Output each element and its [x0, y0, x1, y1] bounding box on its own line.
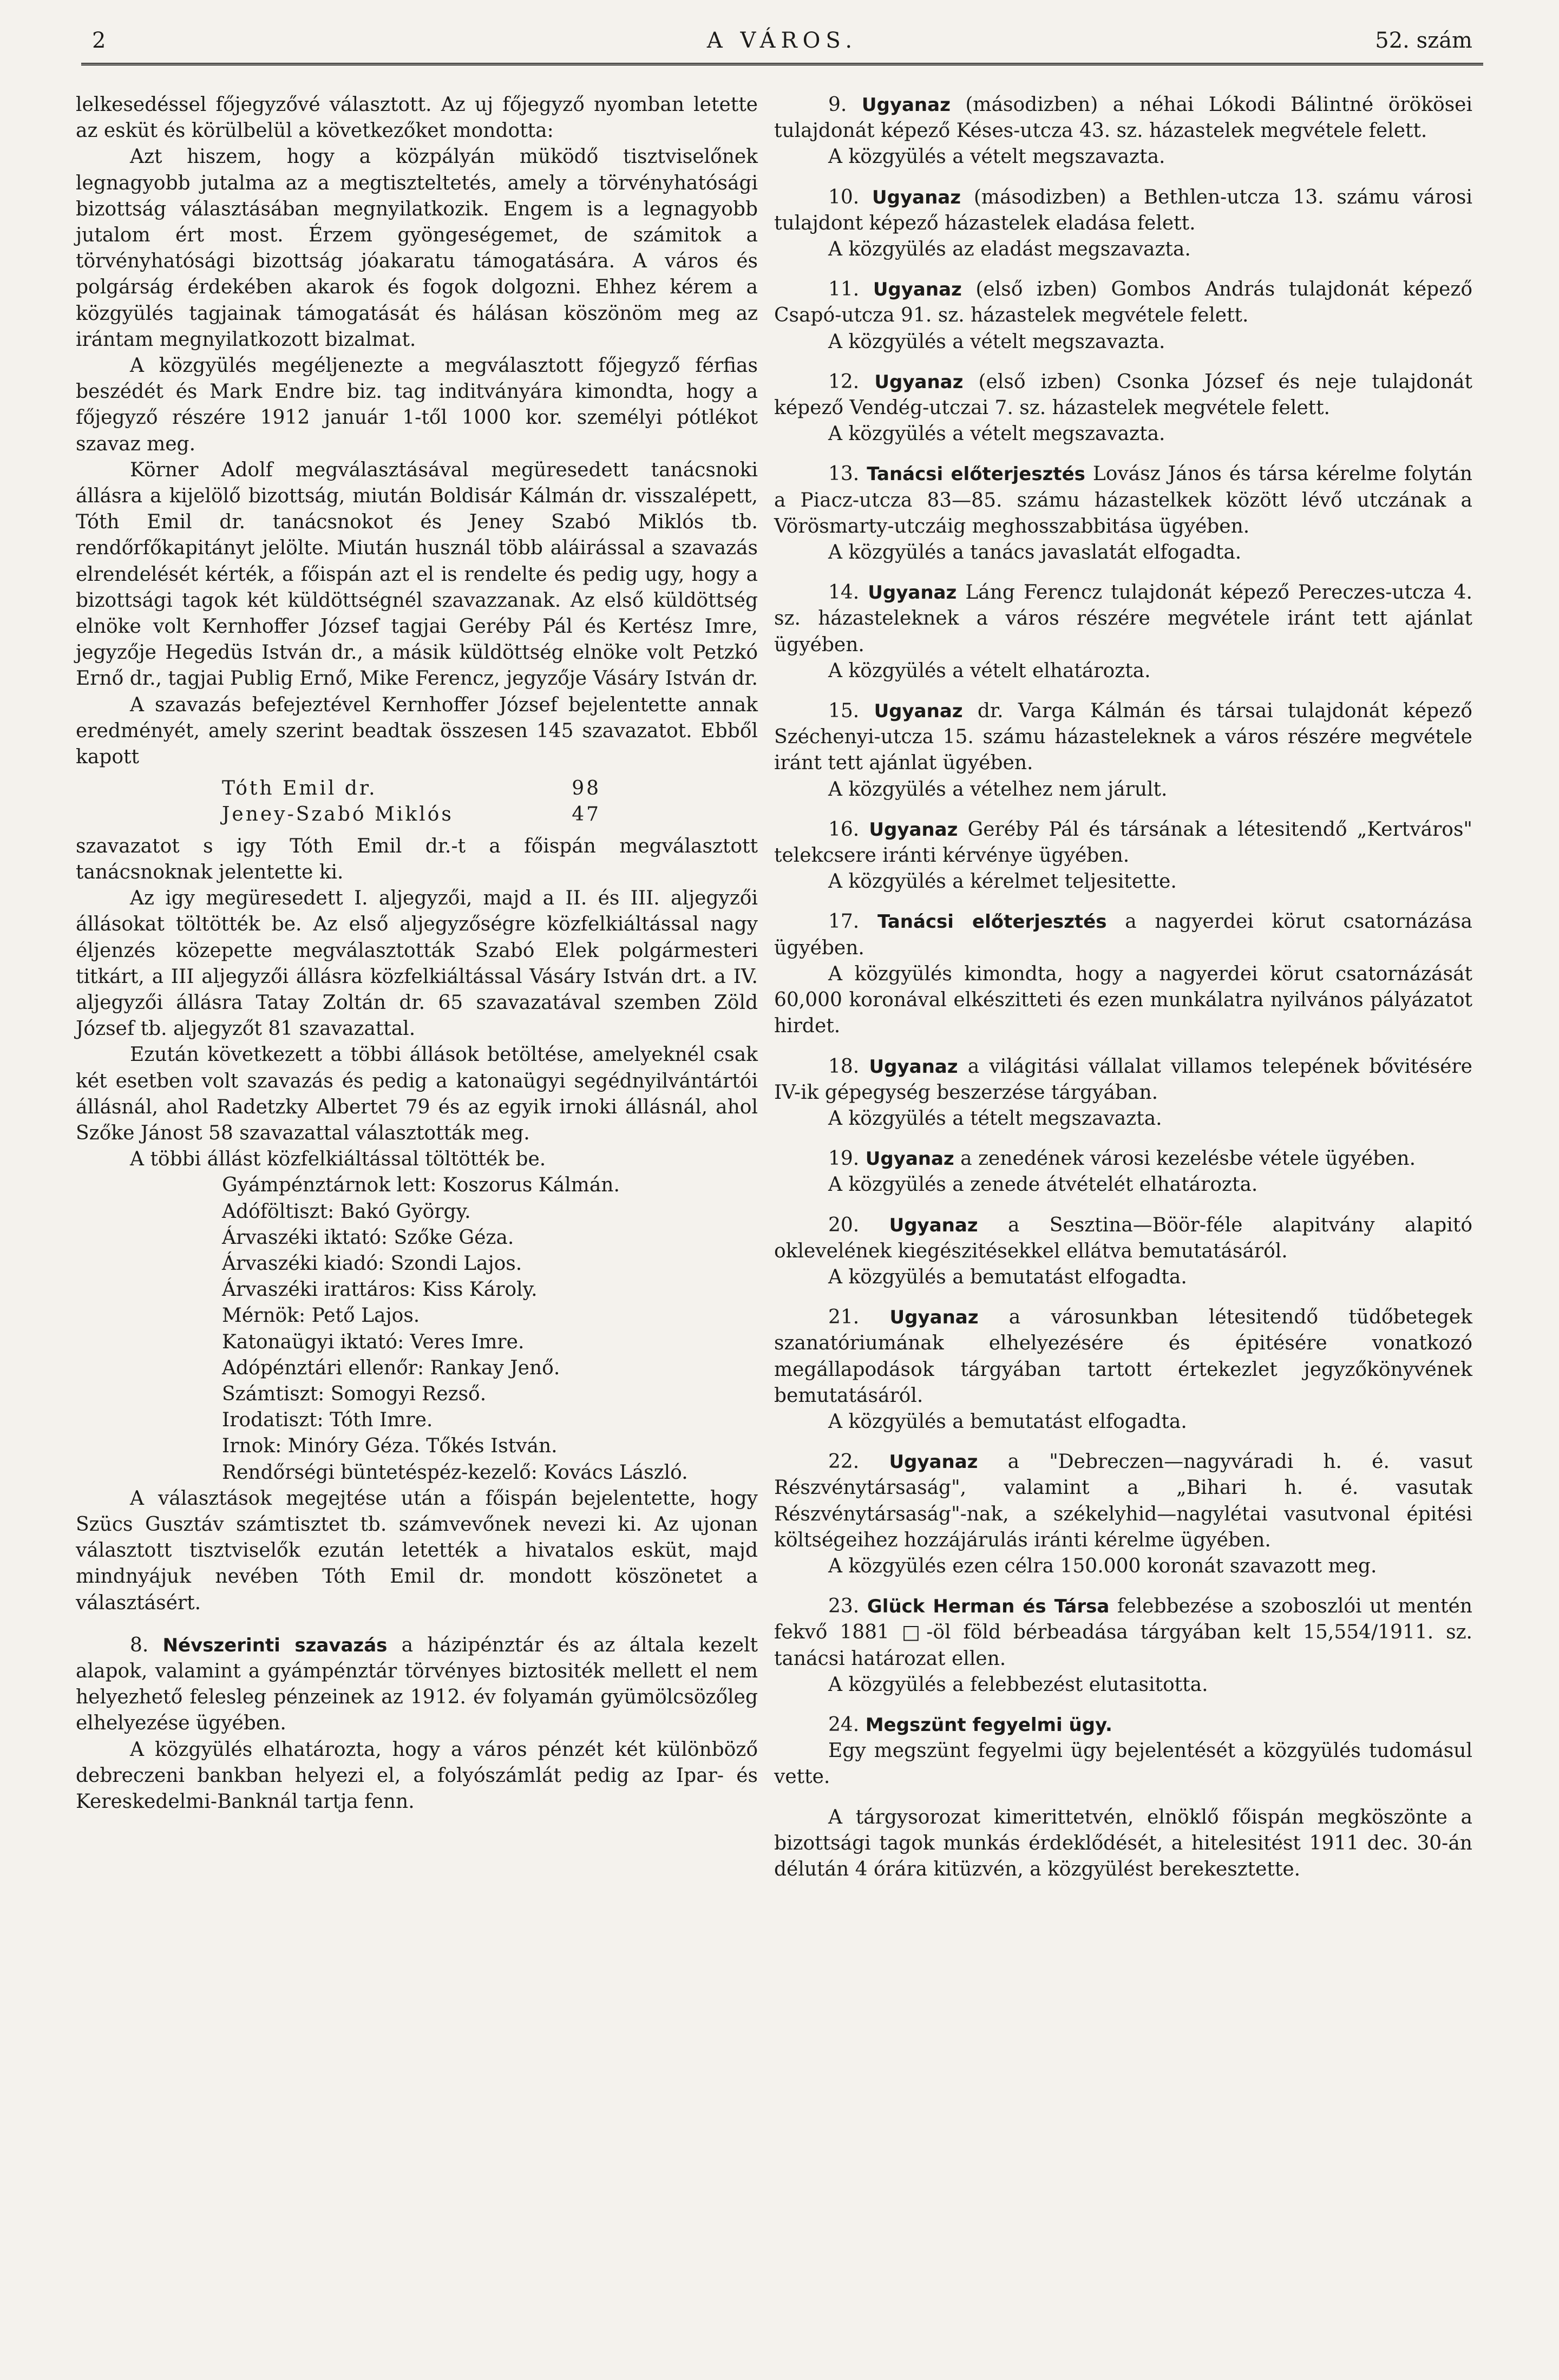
vote-row [222, 776, 601, 802]
item-result: A közgyülés a zenede átvételét elhatározta. [828, 1173, 1258, 1196]
item-number: 14. [828, 581, 860, 604]
item-number: 22. [828, 1451, 860, 1473]
item-heading: Ugyanaz [869, 1055, 958, 1078]
item-heading: Ugyanaz [874, 700, 963, 723]
item-text: dr. Varga Kálmán és társai tulajdonát képező Széchenyi-utcza 15. számu házasteleknek a város részére megvétele iránt tett ajánlat ügyében. [774, 700, 1472, 775]
item-result: A közgyülés elhatározta, hogy a város pénzét két különböző debreczeni bankban helyezi el, a folyószámlát pedig az Ipar- és Kereskedelmi-Banknál tartja fenn. [76, 1738, 758, 1813]
item-text: (másodizben) a Bethlen-utcza 13. számu városi tulajdont képező házastelek eladása felett. [774, 186, 1472, 234]
paragraph: A választások megejtése után a főispán bejelentette, hogy Szücs Gusztáv számtisztet tb. számvevőnek nevezi ki. Az ujonan választott tisztviselők ezután letették a hivatalos esküt, majd mindnyájuk nevében Tóth Emil dr. mondott köszönetet a választásért. [76, 1487, 758, 1614]
item-text: a városunkban létesitendő tüdőbetegek szanatóriumának elhelyezésére és épitésére vonatkozó megállapodások tárgyában tartott értekezlet jegyzőkönyvének bemutatásáról. [774, 1306, 1472, 1407]
closing-text: A tárgysorozat kimerittetvén, elnöklő főispán megköszönte a bizottsági tagok munkás érdeklődését, a hitelesitést 1911 dec. 30-án délután 4 órára kitüzvén, a közgyülést berekesztette. [774, 1806, 1472, 1880]
list-item: Gyámpénztárnok lett: Koszorus Kálmán. [222, 1174, 620, 1197]
list-item: Számtiszt: Somogyi Rezső. [222, 1382, 487, 1405]
item-number: 21. [828, 1306, 860, 1329]
paragraph: Körner Adolf megválasztásával megüresedett tanácsnoki állásra a kijelölő bizottság, miután Boldisár Kálmán dr. visszalépett, Tóth Emil dr. tanácsnokot és Jeney Szabó Miklós tb. rendőrfőkapitányt jelölte. Miután husznál több aláirással a szavazás elrendelését kérték, a főispán azt el is rendelte és pedig ugy, hogy a bizottsági tagok két küldöttségnél szavazzanak. Az első küldöttség elnöke volt Kernhoffer József tagjai Geréby Pál és Kertész Imre, jegyzője Hegedüs István dr., a másik küldöttség elnöke volt Petzkó Ernő dr., tagjai Publig Ernő, Mike Ferencz, jegyzője Vásáry István dr. [76, 458, 758, 690]
list-item: Árvaszéki irattáros: Kiss Károly. [222, 1278, 538, 1301]
list-item: Katonaügyi iktató: Veres Imre. [222, 1330, 525, 1353]
agenda-item [774, 369, 1472, 448]
agenda-item [774, 1054, 1472, 1132]
item-result: A közgyülés a vételhez nem járult. [828, 778, 1168, 801]
item-number: 18. [828, 1055, 860, 1078]
item-number: 13. [828, 463, 860, 486]
item-number: 10. [828, 186, 860, 208]
item-result: A közgyülés a bemutatást elfogadta. [828, 1266, 1187, 1288]
agenda-item [774, 909, 1472, 1039]
item-heading: Ugyanaz [872, 186, 961, 208]
item-text: Lovász János és társa kérelme folytán a Piacz-utcza 83—85. számu házastelkek között lévő utczának a Vörösmarty-utczáig meghosszabbitása ügyében. [774, 463, 1472, 537]
item-result: A közgyülés a felebbezést elutasitotta. [828, 1673, 1208, 1696]
list-item: Árvaszéki iktató: Szőke Géza. [222, 1226, 514, 1249]
item-number: 9. [828, 94, 847, 116]
agenda-item [774, 698, 1472, 803]
item-result: Egy megszünt fegyelmi ügy bejelentését a közgyülés tudomásul vette. [774, 1740, 1472, 1788]
agenda-item [774, 461, 1472, 566]
item-heading: Megszünt fegyelmi ügy. [865, 1714, 1112, 1736]
list-item: Rendőrségi büntetéspéz-kezelő: Kovács László. [222, 1461, 688, 1484]
item-number: 24. [828, 1713, 860, 1736]
list-item: Irodatiszt: Tóth Imre. [222, 1409, 433, 1432]
item-number: 20. [828, 1214, 860, 1236]
agenda-item [774, 817, 1472, 895]
item-number: 11. [828, 278, 860, 301]
item-text: (első izben) Csonka József és neje tulajdonát képező Vendég-utczai 7. sz. házastelek megvétele felett. [774, 370, 1472, 419]
candidate-name: Tóth Emil dr. [222, 777, 377, 800]
item-heading: Glück Herman és Társa [867, 1596, 1110, 1618]
item-number: 12. [828, 370, 860, 393]
item-heading: Tanácsi előterjesztés [877, 911, 1107, 933]
page-number: 2 [92, 28, 106, 53]
paragraph: Az igy megüresedett I. aljegyzői, majd a II. és III. aljegyzői állásokat töltötték be. Az első aljegyzőségre közfelkiáltással nagy éljenzés közepette megválasztották Szabó Elek polgármesteri titkárt, a III aljegyzői állásra közfelkiáltással Vásáry István drt. a IV. aljegyzői állásra Tatay Zoltán dr. 65 szavazatával szemben Zöld József tb. aljegyzőt 81 szavazattal. [76, 887, 758, 1040]
item-text: a zenedének városi kezelésbe vétele ügyében. [960, 1148, 1416, 1170]
agenda-item [774, 1304, 1472, 1435]
list-item: Adóföltiszt: Bakó György. [222, 1200, 471, 1223]
paragraph: Ezután következett a többi állások betöltése, amelyeknél csak két esetben volt szavazás és pedig a katonaügyi segédnyilvántártói állásnál, ahol Radetzky Albertet 79 és az egyik irnoki állásnál, ahol Szőke Jánost 58 szavazattal választották meg. [76, 1044, 758, 1144]
item-result: A közgyülés a kérelmet teljesitette. [828, 870, 1177, 893]
item-text: felebbezése a szoboszlói ut mentén fekvő 1881 □-öl föld bérbeadása tárgyában kelt 15,554/1911. sz. tanácsi határozat ellen. [774, 1595, 1472, 1670]
item-number: 23. [828, 1595, 860, 1618]
item-heading: Ugyanaz [873, 279, 962, 301]
agenda-item [774, 1594, 1472, 1698]
agenda-item [774, 1449, 1472, 1579]
item-result: A közgyülés a vételt megszavazta. [828, 330, 1165, 353]
item-number: 19. [828, 1148, 860, 1170]
left-column [76, 92, 758, 1815]
page-header [81, 25, 1483, 65]
list-item: Adópénztári ellenőr: Rankay Jenő. [222, 1356, 560, 1379]
item-result: A közgyülés ezen célra 150.000 koronát szavazott meg. [828, 1555, 1377, 1577]
item-result: A közgyülés kimondta, hogy a nagyerdei körut csatornázását 60,000 koronával elkészitteti és ezen munkálatra nyilvános pályázatot hirdet. [774, 962, 1472, 1038]
item-number: 15. [828, 700, 860, 723]
item-result: A közgyülés a vételt elhatározta. [828, 659, 1151, 682]
item-number: 17. [828, 910, 860, 933]
item-result: A közgyülés az eladást megszavazta. [828, 238, 1191, 261]
item-heading: Ugyanaz [861, 94, 951, 116]
item-heading: Ugyanaz [874, 371, 964, 393]
item-text: a világitási vállalat villamos telepének bővitésére IV-ik gépegység beszerzése tárgyában. [774, 1055, 1472, 1104]
paragraph: A szavazás befejeztével Kernhoffer József bejelentette annak eredményét, amely szerint beadtak összesen 145 szavazatot. Ebből kapott [76, 693, 758, 769]
item-text: a Sesztina—Böör-féle alapitvány alapitó oklevelének kiegészitésekkel ellátva bemutatásáról. [774, 1214, 1472, 1262]
vote-count: 98 [572, 777, 601, 800]
paragraph: szavazatot s igy Tóth Emil dr.-t a főispán megválasztott tanácsnoknak jelentette ki. [76, 835, 758, 883]
item-result: A közgyülés a vételt megszavazta. [828, 423, 1165, 445]
agenda-item [774, 1146, 1472, 1198]
newspaper-title: A VÁROS. [706, 28, 858, 53]
item-text: Láng Ferencz tulajdonát képező Pereczes-utcza 4. sz. házasteleknek a város részére megvétele iránt tett ajánlat ügyében. [774, 581, 1472, 656]
paragraph: A közgyülés megéljenezte a megválasztott főjegyző férfias beszédét és Mark Endre biz. tag inditványára kimondta, hogy a főjegyző részére 1912 január 1-től 1000 kor. személyi pótlékot szavaz meg. [76, 355, 758, 455]
item-heading: Névszerinti szavazás [162, 1634, 388, 1656]
item-number: 16. [828, 818, 860, 841]
item-heading: Ugyanaz [889, 1451, 978, 1473]
list-item: Árvaszéki kiadó: Szondi Lajos. [222, 1252, 522, 1275]
appointment-list [222, 1172, 758, 1485]
issue-number: 52. szám [1375, 28, 1472, 53]
vote-count: 47 [572, 803, 601, 826]
vote-row [222, 802, 601, 828]
vote-results [222, 776, 601, 828]
list-item: Irnok: Minóry Géza. Tőkés István. [222, 1435, 558, 1458]
item-text: Geréby Pál és társának a létesitendő „Kertváros" telekcsere iránti kérvénye ügyében. [774, 818, 1472, 867]
item-text: a nagyerdei körut csatornázása ügyében. [774, 910, 1473, 959]
agenda-item [774, 1712, 1472, 1791]
item-heading: Ugyanaz [868, 582, 957, 604]
agenda-item [774, 580, 1472, 684]
item-heading: Ugyanaz [889, 1307, 979, 1329]
item-result: A közgyülés a tételt megszavazta. [828, 1107, 1162, 1130]
list-item: Mérnök: Pető Lajos. [222, 1304, 420, 1327]
item-result: A közgyülés a vételt megszavazta. [828, 146, 1165, 168]
item-text: a házipénztár és az általa kezelt alapok, valamint a gyámpénztár törvényes biztositék mellett el nem helyezhető felesleg pénzeinek az 1912. év folyamán gyümölcsözőleg elhelyezése ügyében. [76, 1634, 758, 1735]
agenda-item [774, 185, 1472, 263]
paragraph: lelkesedéssel főjegyzővé választott. Az uj főjegyző nyomban letette az esküt és körülbelül a következőket mondotta: [76, 94, 758, 142]
paragraph: A többi állást közfelkiáltással töltötték be. [130, 1148, 546, 1171]
item-text: (másodizben) a néhai Lókodi Bálintné örökösei tulajdonát képező Késes-utcza 43. sz. házastelek megvétele felett. [774, 94, 1472, 142]
candidate-name: Jeney-Szabó Miklós [222, 803, 454, 826]
item-text: a "Debreczen—nagyváradi h. é. vasut Részvénytársaság", valamint a „Bihari h. é. vasutak Részvénytársaság"-nak, a székelyhid—nagylétai vasutvonal épitési költségeihez hozzájárulás iránti kérelme ügyében. [774, 1451, 1472, 1551]
agenda-item [774, 277, 1472, 355]
item-heading: Ugyanaz [869, 818, 958, 841]
item-heading: Ugyanaz [889, 1214, 978, 1236]
agenda-item [774, 1212, 1472, 1291]
closing-paragraph [774, 1805, 1472, 1883]
item-heading: Ugyanaz [865, 1148, 954, 1170]
item-heading: Tanácsi előterjesztés [867, 463, 1085, 486]
item-result: A közgyülés a bemutatást elfogadta. [828, 1410, 1187, 1433]
right-column [774, 92, 1472, 1883]
speech-paragraph: Azt hiszem, hogy a közpályán müködő tisztviselőnek legnagyobb jutalma az a megtiszteltetés, amely a törvényhatósági bizottság választásában megnyilatkozik. Engem is a legnagyobb jutalom ért most. Érzem gyöngeségemet, de számitok a törvényhatósági bizottság jóakaratu támogatására. A város és polgárság érdekében akarok és fogok dolgozni. Ehhez kérem a közgyülés tagjainak támogatását és hálásan köszönöm meg az irántam megnyilatkozott bizalmat. [76, 146, 758, 351]
item-number: 8. [130, 1634, 149, 1656]
item-result: A közgyülés a tanács javaslatát elfogadta. [828, 541, 1242, 564]
agenda-item-8 [76, 1632, 758, 1737]
item-text: (első izben) Gombos András tulajdonát képező Csapó-utcza 91. sz. házastelek megvétele felett. [774, 278, 1472, 327]
agenda-item [774, 92, 1472, 171]
